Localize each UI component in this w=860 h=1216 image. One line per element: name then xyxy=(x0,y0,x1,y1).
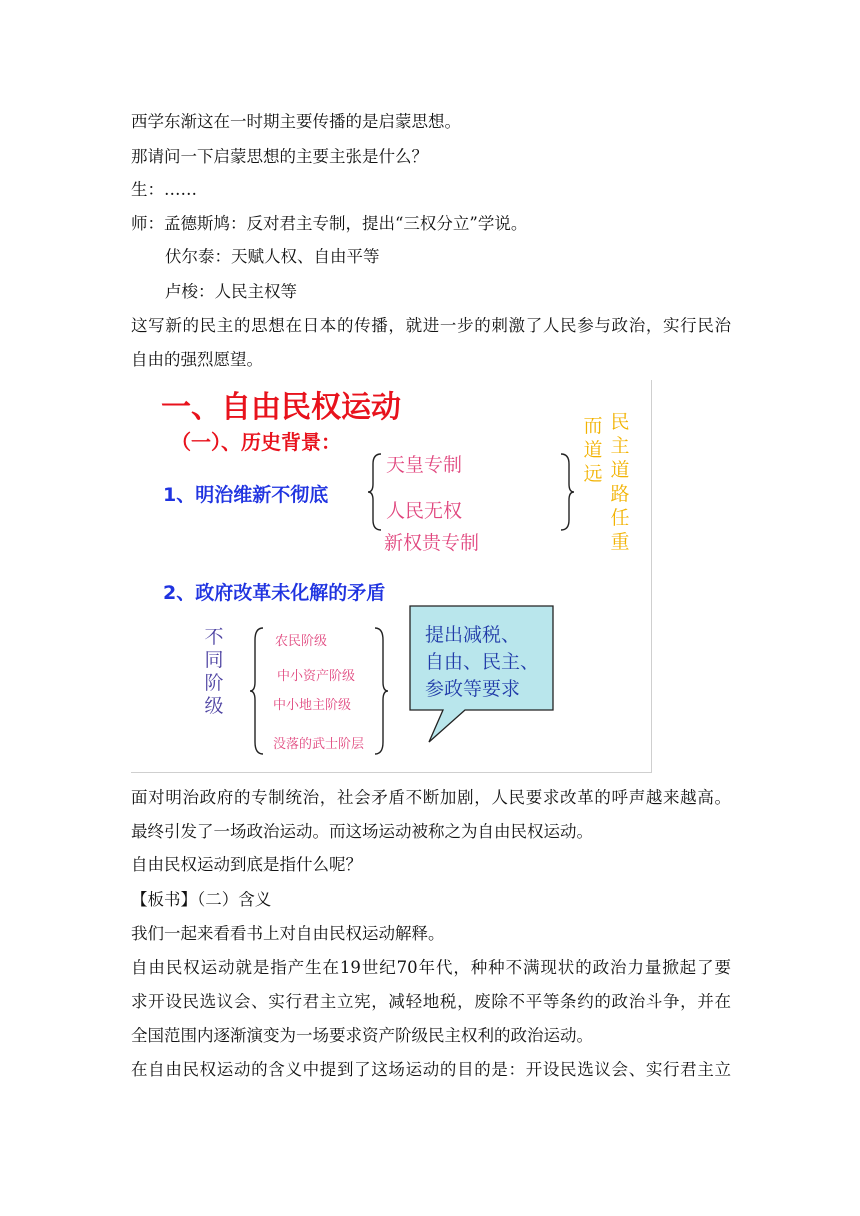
paragraph: 自由的强烈愿望。 xyxy=(131,350,263,369)
point-1-item: 天皇专制 xyxy=(386,454,463,476)
slide-title: 一、自由民权运动 xyxy=(161,390,401,425)
slide-image xyxy=(131,380,652,773)
class-item: 中小资产阶级 xyxy=(277,669,356,684)
right-brace-icon xyxy=(371,626,391,756)
paragraph: 卢梭：人民主权等 xyxy=(165,282,297,301)
left-brace-icon xyxy=(367,452,387,532)
paragraph: 我们一起来看看书上对自由民权运动解释。 xyxy=(131,924,445,943)
paragraph: 自由民权运动就是指产生在19世纪70年代，种种不满现状的政治力量掀起了要 xyxy=(131,958,731,977)
paragraph: 面对明治政府的专制统治，社会矛盾不断加剧，人民要求改革的呼声越来越高。 xyxy=(131,788,731,807)
paragraph: 自由民权运动到底是指什么呢？ xyxy=(131,855,362,874)
point-1-heading: 1、明治维新不彻底 xyxy=(163,484,329,506)
point-1-item: 人民无权 xyxy=(386,500,463,522)
vertical-label: 不同阶级 xyxy=(204,626,224,717)
paragraph: 最终引发了一场政治运动。而这场运动被称之为自由民权运动。 xyxy=(131,822,593,841)
class-item: 中小地主阶级 xyxy=(273,698,352,713)
point-2-heading: 2、政府改革未化解的矛盾 xyxy=(163,582,386,604)
paragraph: 师：孟德斯鸠：反对君主专制，提出“三权分立”学说。 xyxy=(131,214,528,233)
paragraph: 【板书】（二）含义 xyxy=(131,890,272,909)
callout-text: 提出减税、 自由、民主、 参政等要求 xyxy=(425,624,540,700)
paragraph: 这写新的民主的思想在日本的传播，就进一步的刺激了人民参与政治，实行民治 xyxy=(131,316,731,335)
slide-subtitle: （一）、历史背景： xyxy=(171,430,341,454)
point-1-item: 新权贵专制 xyxy=(384,532,480,554)
paragraph: 生：…… xyxy=(131,180,197,199)
paragraph: 求开设民选议会、实行君主立宪，减轻地税，废除不平等条约的政治斗争，并在 xyxy=(131,992,731,1011)
paragraph: 西学东渐这在一时期主要传播的是启蒙思想。 xyxy=(131,112,461,131)
class-item: 农民阶级 xyxy=(275,634,328,649)
left-brace-icon xyxy=(249,626,269,756)
class-item: 没落的武士阶层 xyxy=(273,737,365,752)
paragraph: 伏尔泰：天赋人权、自由平等 xyxy=(165,247,380,266)
vertical-text-left: 而道远 xyxy=(583,415,603,485)
paragraph: 在自由民权运动的含义中提到了这场运动的目的是：开设民选议会、实行君主立 xyxy=(131,1060,731,1079)
right-brace-icon xyxy=(557,452,577,532)
vertical-text-right: 民主道路任重 xyxy=(610,411,630,553)
paragraph: 那请问一下启蒙思想的主要主张是什么？ xyxy=(131,147,428,166)
paragraph: 全国范围内逐渐演变为一场要求资产阶级民主权利的政治运动。 xyxy=(131,1026,593,1045)
